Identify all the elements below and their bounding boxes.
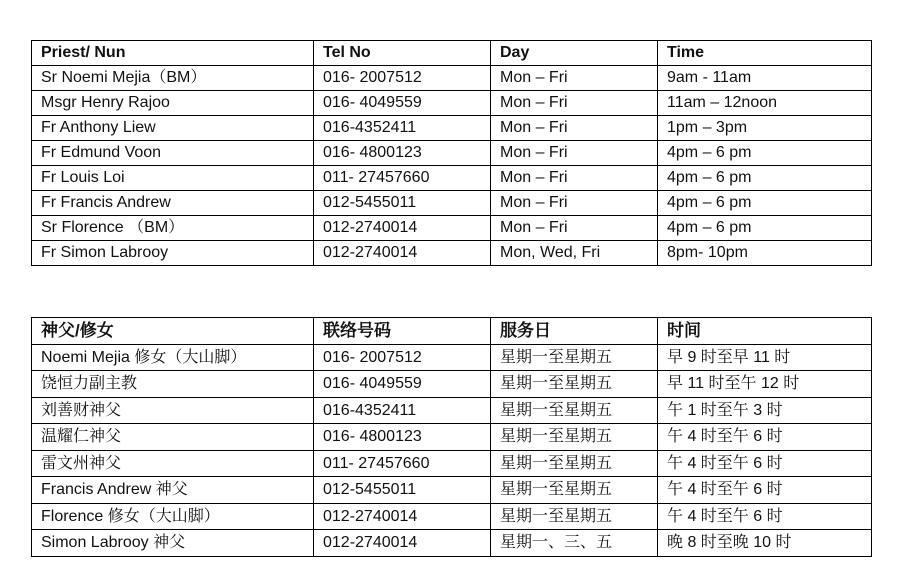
day-cell: Mon, Wed, Fri	[491, 241, 658, 266]
header-tel-no-zh: 联络号码	[314, 318, 491, 345]
priest-name-cell: Fr Louis Loi	[32, 166, 314, 191]
table-row	[32, 116, 872, 141]
phone-cell: 016-4352411	[314, 116, 491, 141]
table-row	[32, 166, 872, 191]
time-cell: 早 11 时至午 12 时	[658, 371, 872, 398]
header-day: Day	[491, 41, 658, 66]
time-cell: 8pm- 10pm	[658, 241, 872, 266]
priest-name-cell: Sr Noemi Mejia（BM）	[32, 66, 314, 91]
day-cell: 星期一至星期五	[491, 424, 658, 451]
time-cell: 午 1 时至午 3 时	[658, 397, 872, 424]
phone-cell: 012-2740014	[314, 241, 491, 266]
phone-cell: 012-2740014	[314, 216, 491, 241]
header-row	[32, 318, 872, 345]
time-cell: 4pm – 6 pm	[658, 166, 872, 191]
day-cell: 星期一、三、五	[491, 530, 658, 557]
day-cell: 星期一至星期五	[491, 503, 658, 530]
table-row	[32, 141, 872, 166]
priest-name-cell: Noemi Mejia 修女（大山脚）	[32, 344, 314, 371]
table-row	[32, 371, 872, 398]
phone-cell: 011- 27457660	[314, 450, 491, 477]
day-cell: 星期一至星期五	[491, 450, 658, 477]
time-cell: 4pm – 6 pm	[658, 141, 872, 166]
priest-name-cell: 温耀仁神父	[32, 424, 314, 451]
priest-name-cell: Fr Simon Labrooy	[32, 241, 314, 266]
day-cell: Mon – Fri	[491, 66, 658, 91]
table-row	[32, 530, 872, 557]
table-row	[32, 191, 872, 216]
english-schedule-table	[31, 40, 872, 266]
time-cell: 午 4 时至午 6 时	[658, 477, 872, 504]
phone-cell: 016- 2007512	[314, 344, 491, 371]
priest-name-cell: 雷文州神父	[32, 450, 314, 477]
time-cell: 4pm – 6 pm	[658, 191, 872, 216]
day-cell: Mon – Fri	[491, 166, 658, 191]
table-row	[32, 450, 872, 477]
phone-cell: 011- 27457660	[314, 166, 491, 191]
priest-name-cell: Francis Andrew 神父	[32, 477, 314, 504]
priest-name-cell: Sr Florence （BM）	[32, 216, 314, 241]
phone-cell: 012-5455011	[314, 477, 491, 504]
time-cell: 午 4 时至午 6 时	[658, 450, 872, 477]
day-cell: Mon – Fri	[491, 191, 658, 216]
phone-cell: 016- 4049559	[314, 371, 491, 398]
priest-name-cell: Fr Edmund Voon	[32, 141, 314, 166]
phone-cell: 012-5455011	[314, 191, 491, 216]
table-row	[32, 397, 872, 424]
priest-name-cell: Fr Anthony Liew	[32, 116, 314, 141]
table-row	[32, 241, 872, 266]
time-cell: 早 9 时至早 11 时	[658, 344, 872, 371]
priest-name-cell: 刘善财神父	[32, 397, 314, 424]
phone-cell: 016- 4800123	[314, 141, 491, 166]
day-cell: 星期一至星期五	[491, 397, 658, 424]
table-row	[32, 66, 872, 91]
phone-cell: 012-2740014	[314, 503, 491, 530]
time-cell: 午 4 时至午 6 时	[658, 424, 872, 451]
table-row	[32, 503, 872, 530]
day-cell: 星期一至星期五	[491, 477, 658, 504]
phone-cell: 012-2740014	[314, 530, 491, 557]
day-cell: 星期一至星期五	[491, 371, 658, 398]
phone-cell: 016- 4800123	[314, 424, 491, 451]
table-row	[32, 216, 872, 241]
header-tel-no: Tel No	[314, 41, 491, 66]
header-time-zh: 时间	[658, 318, 872, 345]
time-cell: 9am - 11am	[658, 66, 872, 91]
day-cell: Mon – Fri	[491, 216, 658, 241]
day-cell: Mon – Fri	[491, 141, 658, 166]
chinese-schedule-table	[31, 317, 872, 557]
header-row	[32, 41, 872, 66]
phone-cell: 016- 2007512	[314, 66, 491, 91]
table-row	[32, 344, 872, 371]
table-row	[32, 91, 872, 116]
time-cell: 1pm – 3pm	[658, 116, 872, 141]
header-day-zh: 服务日	[491, 318, 658, 345]
header-time: Time	[658, 41, 872, 66]
priest-name-cell: Fr Francis Andrew	[32, 191, 314, 216]
day-cell: Mon – Fri	[491, 91, 658, 116]
priest-name-cell: 饶恒力副主教	[32, 371, 314, 398]
day-cell: Mon – Fri	[491, 116, 658, 141]
table-row	[32, 477, 872, 504]
priest-name-cell: Florence 修女（大山脚）	[32, 503, 314, 530]
priest-name-cell: Simon Labrooy 神父	[32, 530, 314, 557]
header-priest-nun: Priest/ Nun	[32, 41, 314, 66]
day-cell: 星期一至星期五	[491, 344, 658, 371]
priest-name-cell: Msgr Henry Rajoo	[32, 91, 314, 116]
phone-cell: 016-4352411	[314, 397, 491, 424]
time-cell: 11am – 12noon	[658, 91, 872, 116]
header-priest-nun-zh: 神父/修女	[32, 318, 314, 345]
table-row	[32, 424, 872, 451]
time-cell: 晚 8 时至晚 10 时	[658, 530, 872, 557]
phone-cell: 016- 4049559	[314, 91, 491, 116]
time-cell: 午 4 时至午 6 时	[658, 503, 872, 530]
time-cell: 4pm – 6 pm	[658, 216, 872, 241]
